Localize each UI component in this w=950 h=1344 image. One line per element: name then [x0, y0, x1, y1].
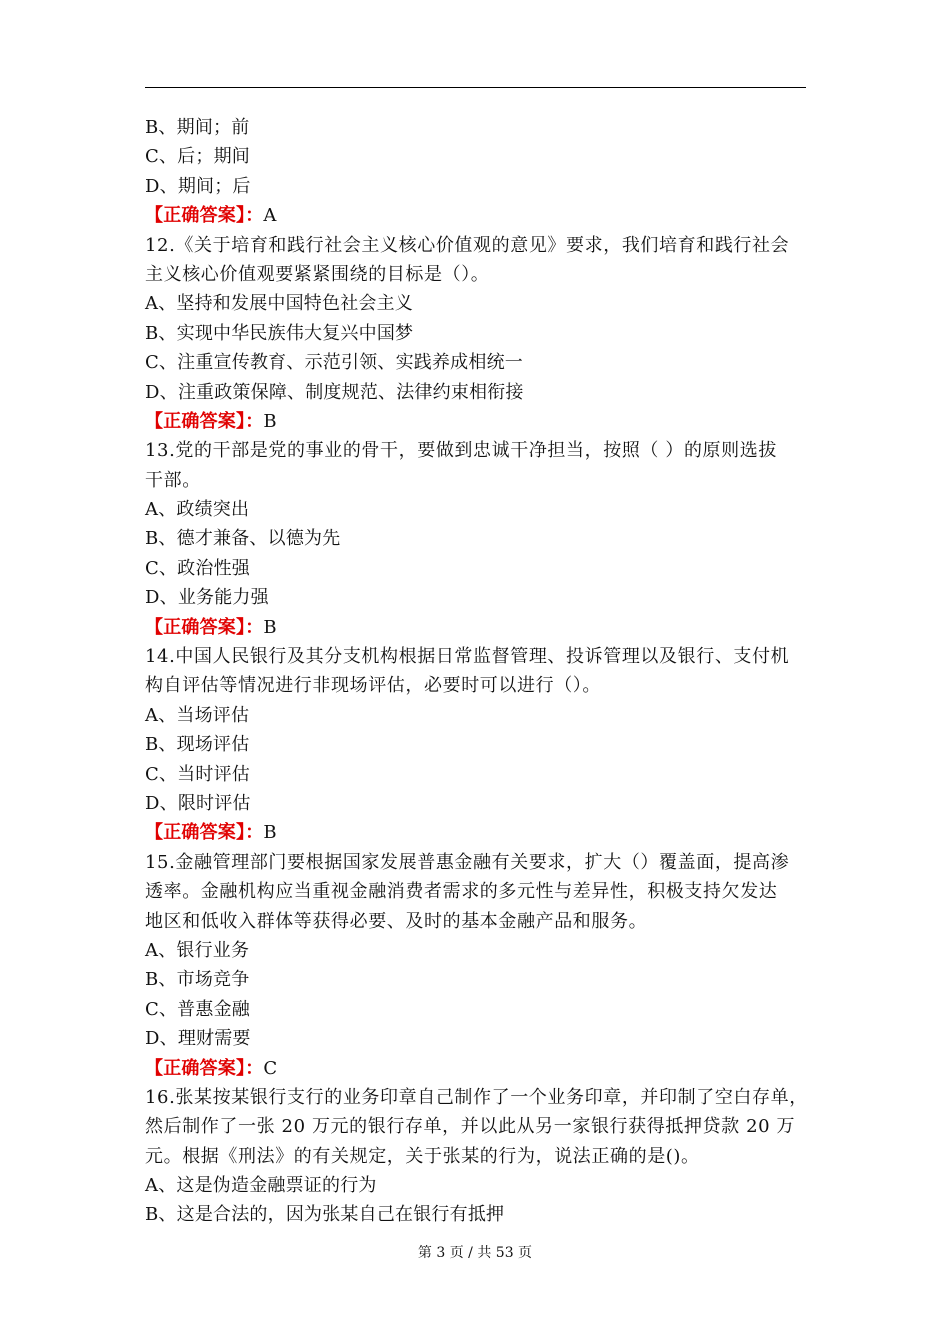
question-14-answer: [145, 818, 810, 847]
question-13-option-a: A、政绩突出: [145, 499, 250, 521]
question-13-stem-1: 13.党的干部是党的事业的骨干，要做到忠诚干净担当，按照（ ）的原则选拔: [145, 440, 777, 462]
answer-value: B: [263, 616, 277, 638]
question-12-option-b: B、实现中华民族伟大复兴中国梦: [145, 322, 414, 344]
question-15-option-c: C、普惠金融: [145, 998, 250, 1020]
page-content: [145, 113, 810, 1230]
question-12-answer: [145, 407, 810, 436]
question-16-stem-1: 16.张某按某银行支行的业务印章自己制作了一个业务印章，并印制了空白存单，: [145, 1086, 808, 1108]
question-16-option-b: B、这是合法的，因为张某自己在银行有抵押: [145, 1204, 505, 1226]
question-15-option-a: A、银行业务: [145, 939, 250, 961]
page-footer: 第 3 页 / 共 53 页: [417, 1245, 533, 1261]
question-14-stem-2: 构自评估等情况进行非现场评估，必要时可以进行（）。: [145, 675, 601, 697]
question-13-option-d: D、业务能力强: [145, 587, 269, 609]
question-12-stem-2: 主义核心价值观要紧紧围绕的目标是（）。: [145, 263, 490, 285]
header-rule: [145, 87, 806, 88]
answer-value: A: [263, 205, 277, 227]
question-16-stem-3: 元。根据《刑法》的有关规定，关于张某的行为，说法正确的是()。: [145, 1145, 700, 1167]
answer-label: 【正确答案】：: [145, 616, 264, 638]
question-14-option-d: D、限时评估: [145, 792, 251, 814]
answer-label: 【正确答案】：: [145, 1057, 264, 1079]
answer-label: 【正确答案】：: [145, 205, 264, 227]
option-b: B、期间；前: [145, 117, 250, 138]
question-15-answer: [145, 1054, 810, 1083]
question-12-stem-1: 12.《关于培育和践行社会主义核心价值观的意见》要求，我们培育和践行社会: [145, 234, 790, 256]
question-15-option-d: D、理财需要: [145, 1028, 251, 1050]
question-15-stem-2: 透率。金融机构应当重视金融消费者需求的多元性与差异性，积极支持欠发达: [145, 881, 778, 903]
question-13-stem-2: 干部。: [145, 469, 201, 491]
question-15-stem-1: 15.金融管理部门要根据国家发展普惠金融有关要求，扩大（）覆盖面，提高渗: [145, 851, 790, 873]
option-d: D、期间；后: [145, 175, 251, 197]
question-13-option-c: C、政治性强: [145, 557, 250, 579]
question-14-option-a: A、当场评估: [145, 704, 250, 726]
answer-value: B: [263, 822, 277, 844]
question-16-option-a: A、这是伪造金融票证的行为: [145, 1175, 377, 1197]
question-16-stem-2: 然后制作了一张 20 万元的银行存单，并以此从另一家银行获得抵押贷款 20 万: [145, 1116, 796, 1138]
answer-label: 【正确答案】：: [145, 822, 264, 844]
question-14-option-b: B、现场评估: [145, 734, 250, 756]
question-15-option-b: B、市场竞争: [145, 969, 250, 991]
question-12-option-a: A、坚持和发展中国特色社会主义: [145, 293, 413, 315]
question-14-stem-1: 14.中国人民银行及其分支机构根据日常监督管理、投诉管理以及银行、支付机: [145, 646, 790, 668]
answer-value: C: [263, 1057, 278, 1079]
answer-value: B: [263, 410, 277, 432]
question-13-answer: [145, 613, 810, 642]
question-14-option-c: C、当时评估: [145, 763, 250, 785]
question-12-option-d: D、注重政策保障、制度规范、法律约束相衔接: [145, 381, 524, 403]
answer-line: [145, 201, 810, 230]
answer-label: 【正确答案】：: [145, 410, 264, 432]
question-12-option-c: C、注重宣传教育、示范引领、实践养成相统一: [145, 352, 523, 374]
question-13-option-b: B、德才兼备、以德为先: [145, 528, 341, 550]
option-c: C、后；期间: [145, 146, 250, 168]
question-15-stem-3: 地区和低收入群体等获得必要、及时的基本金融产品和服务。: [145, 910, 648, 932]
